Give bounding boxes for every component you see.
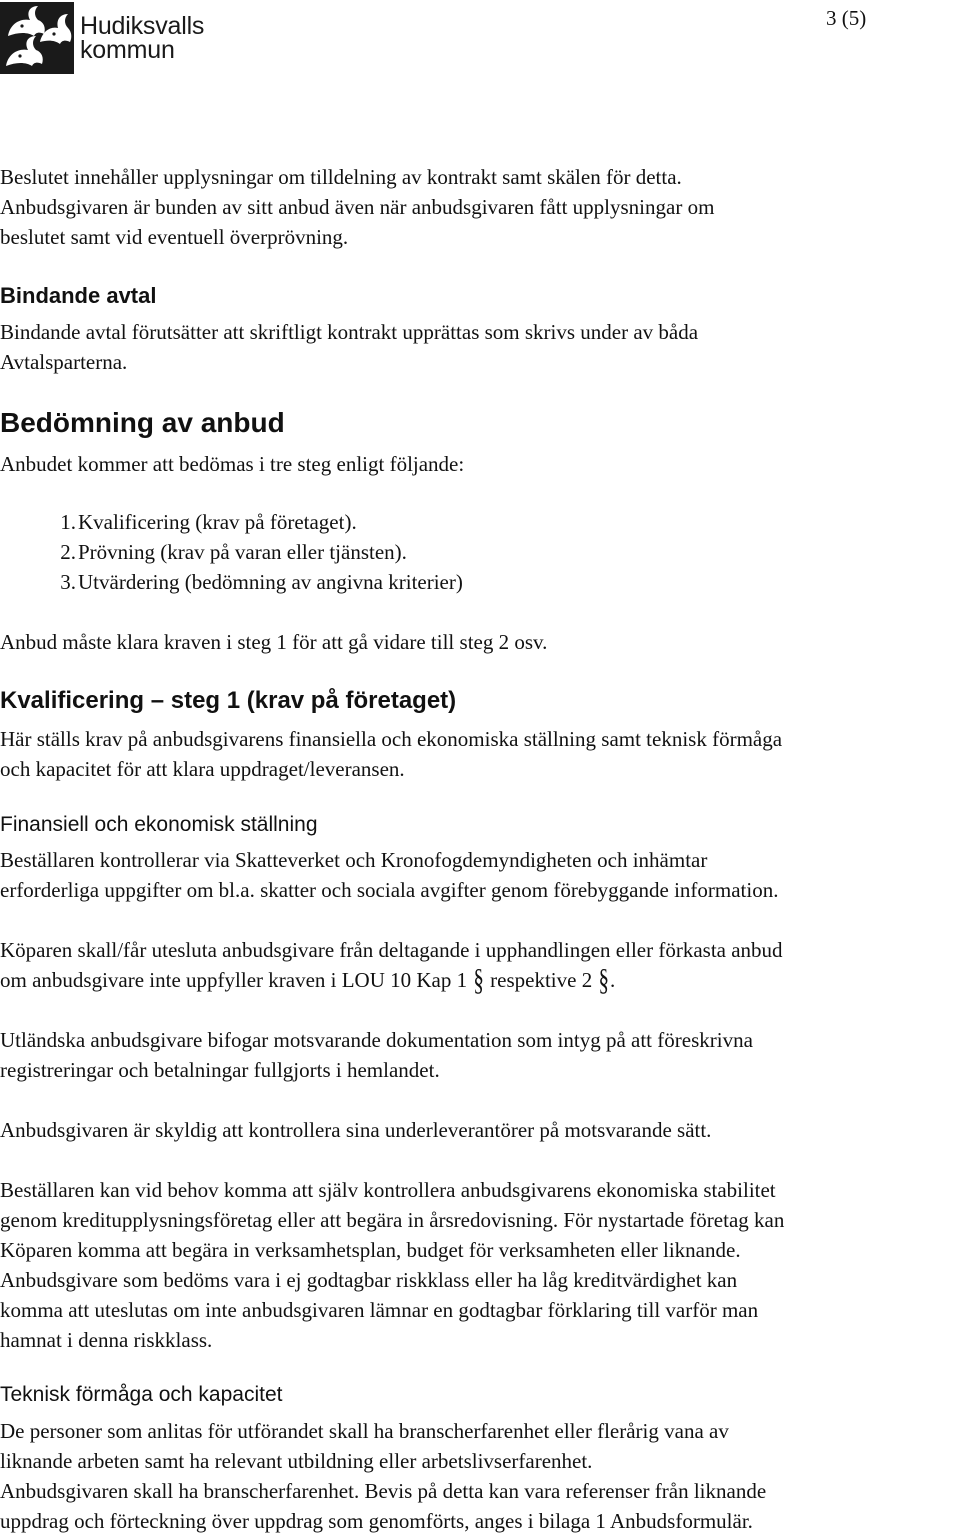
logo-wordmark (80, 14, 230, 62)
section-heading-bedomning: Bedömning av anbud (0, 407, 285, 438)
list-number: 3. (60, 570, 76, 594)
bedomning-note: Anbud måste klara kraven i steg 1 för att gå vidare till steg 2 osv. (0, 630, 548, 654)
section-heading-kvalificering: Kvalificering – steg 1 (krav på företaget) (0, 687, 457, 714)
list-text: Kvalificering (krav på företaget). (78, 510, 357, 534)
text-line: Bindande avtal förutsätter att skriftligt kontrakt upprättas som skrivs under av båda (0, 320, 699, 344)
text-line: Anbudsgivare som bedöms vara i ej godtagbar riskklass eller ha låg kreditvärdighet kan (0, 1268, 738, 1292)
text-line (0, 962, 960, 998)
text-line: erforderliga uppgifter om bl.a. skatter och sociala avgifter genom förebyggande information. (0, 878, 779, 902)
text-line: registreringar och betalningar fullgjorts i hemlandet. (0, 1058, 440, 1082)
municipality-logo (0, 2, 232, 74)
text-line: Beslutet innehåller upplysningar om tilldelning av kontrakt samt skälen för detta. (0, 165, 682, 189)
text-line: Här ställs krav på anbudsgivarens finansiella och ekonomiska ställning samt teknisk förmåga (0, 727, 783, 751)
section-sign-icon: § (473, 962, 484, 998)
text-line: beslutet samt vid eventuell överprövning. (0, 225, 349, 249)
text-line: Utländska anbudsgivare bifogar motsvarande dokumentation som intyg på att föreskrivna (0, 1028, 753, 1052)
text-line: Anbudsgivaren skall ha branscherfarenhet. Bevis på detta kan vara referenser från liknande (0, 1479, 767, 1503)
page-number: 3 (5) (826, 6, 867, 30)
finansiell-paragraph-3 (0, 1025, 960, 1085)
finansiell-paragraph-2 (0, 935, 960, 998)
text-line: Anbudsgivaren är bunden av sitt anbud även när anbudsgivaren fått upplysningar om (0, 195, 715, 219)
text-segment: om anbudsgivare inte uppfyller kraven i LOU 10 Kap 1 (0, 968, 468, 992)
list-item (0, 537, 407, 567)
goat-emblem-icon (0, 2, 74, 74)
bedomning-intro: Anbudet kommer att bedömas i tre steg enligt följande: (0, 452, 465, 476)
teknisk-paragraph (0, 1416, 960, 1536)
list-text: Prövning (krav på varan eller tjänsten). (78, 540, 407, 564)
finansiell-paragraph-5 (0, 1175, 960, 1355)
subheading-finansiell: Finansiell och ekonomisk ställning (0, 813, 318, 836)
text-line: komma att uteslutas om inte anbudsgivaren lämnar en godtagbar förklaring till varför man (0, 1298, 759, 1322)
list-item (0, 507, 357, 537)
text-line: uppdrag och förteckning över uppdrag som genomförts, anges i bilaga 1 Anbudsformulär. (0, 1509, 753, 1533)
text-line: genom kreditupplysningsföretag eller att begära in årsredovisning. För nystartade företag kan (0, 1208, 785, 1232)
text-line: Beställaren kan vid behov komma att själv kontrollera anbudsgivarens ekonomiska stabilitet (0, 1178, 776, 1202)
list-number: 1. (60, 510, 76, 534)
logo-line-2: kommun (80, 36, 175, 64)
logo-line-1: Hudiksvalls (80, 12, 205, 40)
text-line: De personer som anlitas för utförandet skall ha branscherfarenhet eller flerårig vana av (0, 1419, 729, 1443)
list-text: Utvärdering (bedömning av angivna kriterier) (78, 570, 463, 594)
text-segment: respektive 2 (490, 968, 593, 992)
text-line: och kapacitet för att klara uppdraget/leveransen. (0, 757, 405, 781)
text-line: Köparen komma att begära in verksamhetsplan, budget för verksamheten eller liknande. (0, 1238, 741, 1262)
text-segment: . (609, 968, 616, 992)
text-line: hamnat i denna riskklass. (0, 1328, 213, 1352)
subheading-teknisk: Teknisk förmåga och kapacitet (0, 1383, 283, 1406)
text-line: Beställaren kontrollerar via Skatteverket och Kronofogdemyndigheten och inhämtar (0, 848, 708, 872)
kvalificering-paragraph (0, 724, 960, 784)
section-heading-bindande-avtal: Bindande avtal (0, 283, 157, 308)
intro-paragraph (0, 162, 960, 252)
section-sign-icon: § (598, 962, 609, 998)
bindande-paragraph (0, 317, 960, 377)
list-number: 2. (60, 540, 76, 564)
list-item (0, 567, 463, 597)
finansiell-paragraph-4: Anbudsgivaren är skyldig att kontrollera sina underleverantörer på motsvarande sätt. (0, 1118, 712, 1142)
finansiell-paragraph-1 (0, 845, 960, 905)
text-line: liknande arbeten samt ha relevant utbildning eller arbetslivserfarenhet. (0, 1449, 593, 1473)
text-line: Avtalsparterna. (0, 350, 128, 374)
text-line: Köparen skall/får utesluta anbudsgivare från deltagande i upphandlingen eller förkasta anbud (0, 938, 783, 962)
